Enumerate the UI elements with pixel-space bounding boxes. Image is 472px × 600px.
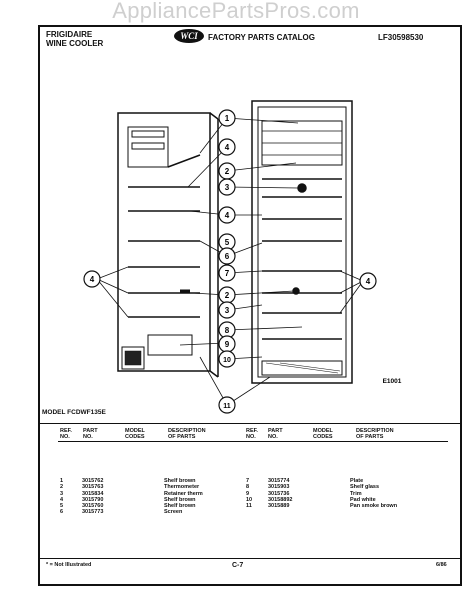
header-ref-no-left: REF. NO.: [60, 428, 72, 441]
not-illustrated-note: * = Not Illustrated: [46, 562, 92, 568]
callout-9: [219, 336, 235, 352]
svg-text:7: 7: [224, 269, 230, 278]
callout-3b: [219, 302, 235, 318]
header-part-no-right: PART NO.: [268, 428, 283, 441]
logo-lettering: WCI: [180, 31, 198, 41]
svg-text:6: 6: [224, 252, 230, 261]
header-description-left: DESCRIPTION OF PARTS: [168, 428, 206, 441]
svg-text:4: 4: [89, 275, 95, 284]
header-ref-no-right: REF. NO.: [246, 428, 258, 441]
catalog-title: FACTORY PARTS CATALOG: [208, 33, 315, 42]
svg-text:4: 4: [224, 211, 230, 220]
catalog-number: LF30598530: [378, 33, 424, 42]
table-row: 5 3015760 Shelf brown: [60, 503, 196, 510]
divider-bottom: [40, 558, 460, 559]
parts-table-left: [58, 478, 205, 516]
callout-4a: [219, 139, 235, 155]
svg-text:10: 10: [223, 357, 231, 364]
svg-text:5: 5: [224, 238, 230, 247]
svg-text:8: 8: [224, 326, 230, 335]
callout-4d: [360, 273, 376, 289]
table-row: 2 3015763 Thermometer: [60, 484, 200, 491]
model-line: MODEL FCDWF135E: [42, 409, 106, 416]
parts-table-right: [244, 478, 399, 509]
table-row: 11 3015889 Pan smoke brown: [246, 503, 398, 510]
table-row: 8 3015903 Shelf glass: [246, 484, 380, 491]
header-model-codes-left: MODEL CODES: [125, 428, 145, 441]
svg-text:11: 11: [223, 403, 231, 410]
svg-text:4: 4: [365, 277, 371, 286]
header-part-no-left: PART NO.: [83, 428, 98, 441]
svg-text:4: 4: [224, 143, 230, 152]
wci-logo: [173, 28, 205, 44]
header-description-right: DESCRIPTION OF PARTS: [356, 428, 394, 441]
table-row: 6 3015773 Screen: [60, 509, 183, 516]
callout-6: [219, 248, 235, 264]
svg-text:3: 3: [224, 183, 230, 192]
cabinet-body: [118, 113, 210, 371]
callout-2b: [219, 287, 235, 303]
callout-10: [219, 351, 235, 367]
watermark-text: AppliancePartsPros.com: [112, 0, 360, 23]
callout-1: [219, 110, 235, 126]
callout-4b: [219, 207, 235, 223]
divider-top: [40, 423, 460, 424]
exploded-view-diagram: [40, 95, 460, 425]
table-row: 4 3015790 Shelf brown: [60, 496, 196, 503]
table-row: 10 30158892 Pad white: [246, 496, 376, 503]
brand-name: FRIGIDAIRE: [46, 30, 93, 39]
product-name: WINE COOLER: [46, 39, 104, 48]
catalog-date: 6/86: [436, 562, 447, 568]
table-row: 3 3015834 Retainer therm: [60, 490, 203, 497]
page-number: C-7: [232, 562, 244, 569]
table-row: 9 3015736 Trim: [246, 490, 362, 497]
svg-text:1: 1: [224, 114, 230, 123]
callout-11: [219, 397, 235, 413]
callout-4c: [84, 271, 100, 287]
callout-3a: [219, 179, 235, 195]
callout-7: [219, 265, 235, 281]
svg-text:2: 2: [224, 167, 230, 176]
svg-text:3: 3: [224, 306, 230, 315]
table-row: 1 3015762 Shelf brown: [60, 478, 196, 484]
header-model-codes-right: MODEL CODES: [313, 428, 333, 441]
divider-header: [58, 441, 448, 442]
figure-id: E1001: [382, 378, 402, 385]
callout-2a: [219, 163, 235, 179]
table-row: 7 3015774 Plate: [246, 478, 364, 484]
svg-text:2: 2: [224, 291, 230, 300]
svg-text:9: 9: [224, 340, 230, 349]
